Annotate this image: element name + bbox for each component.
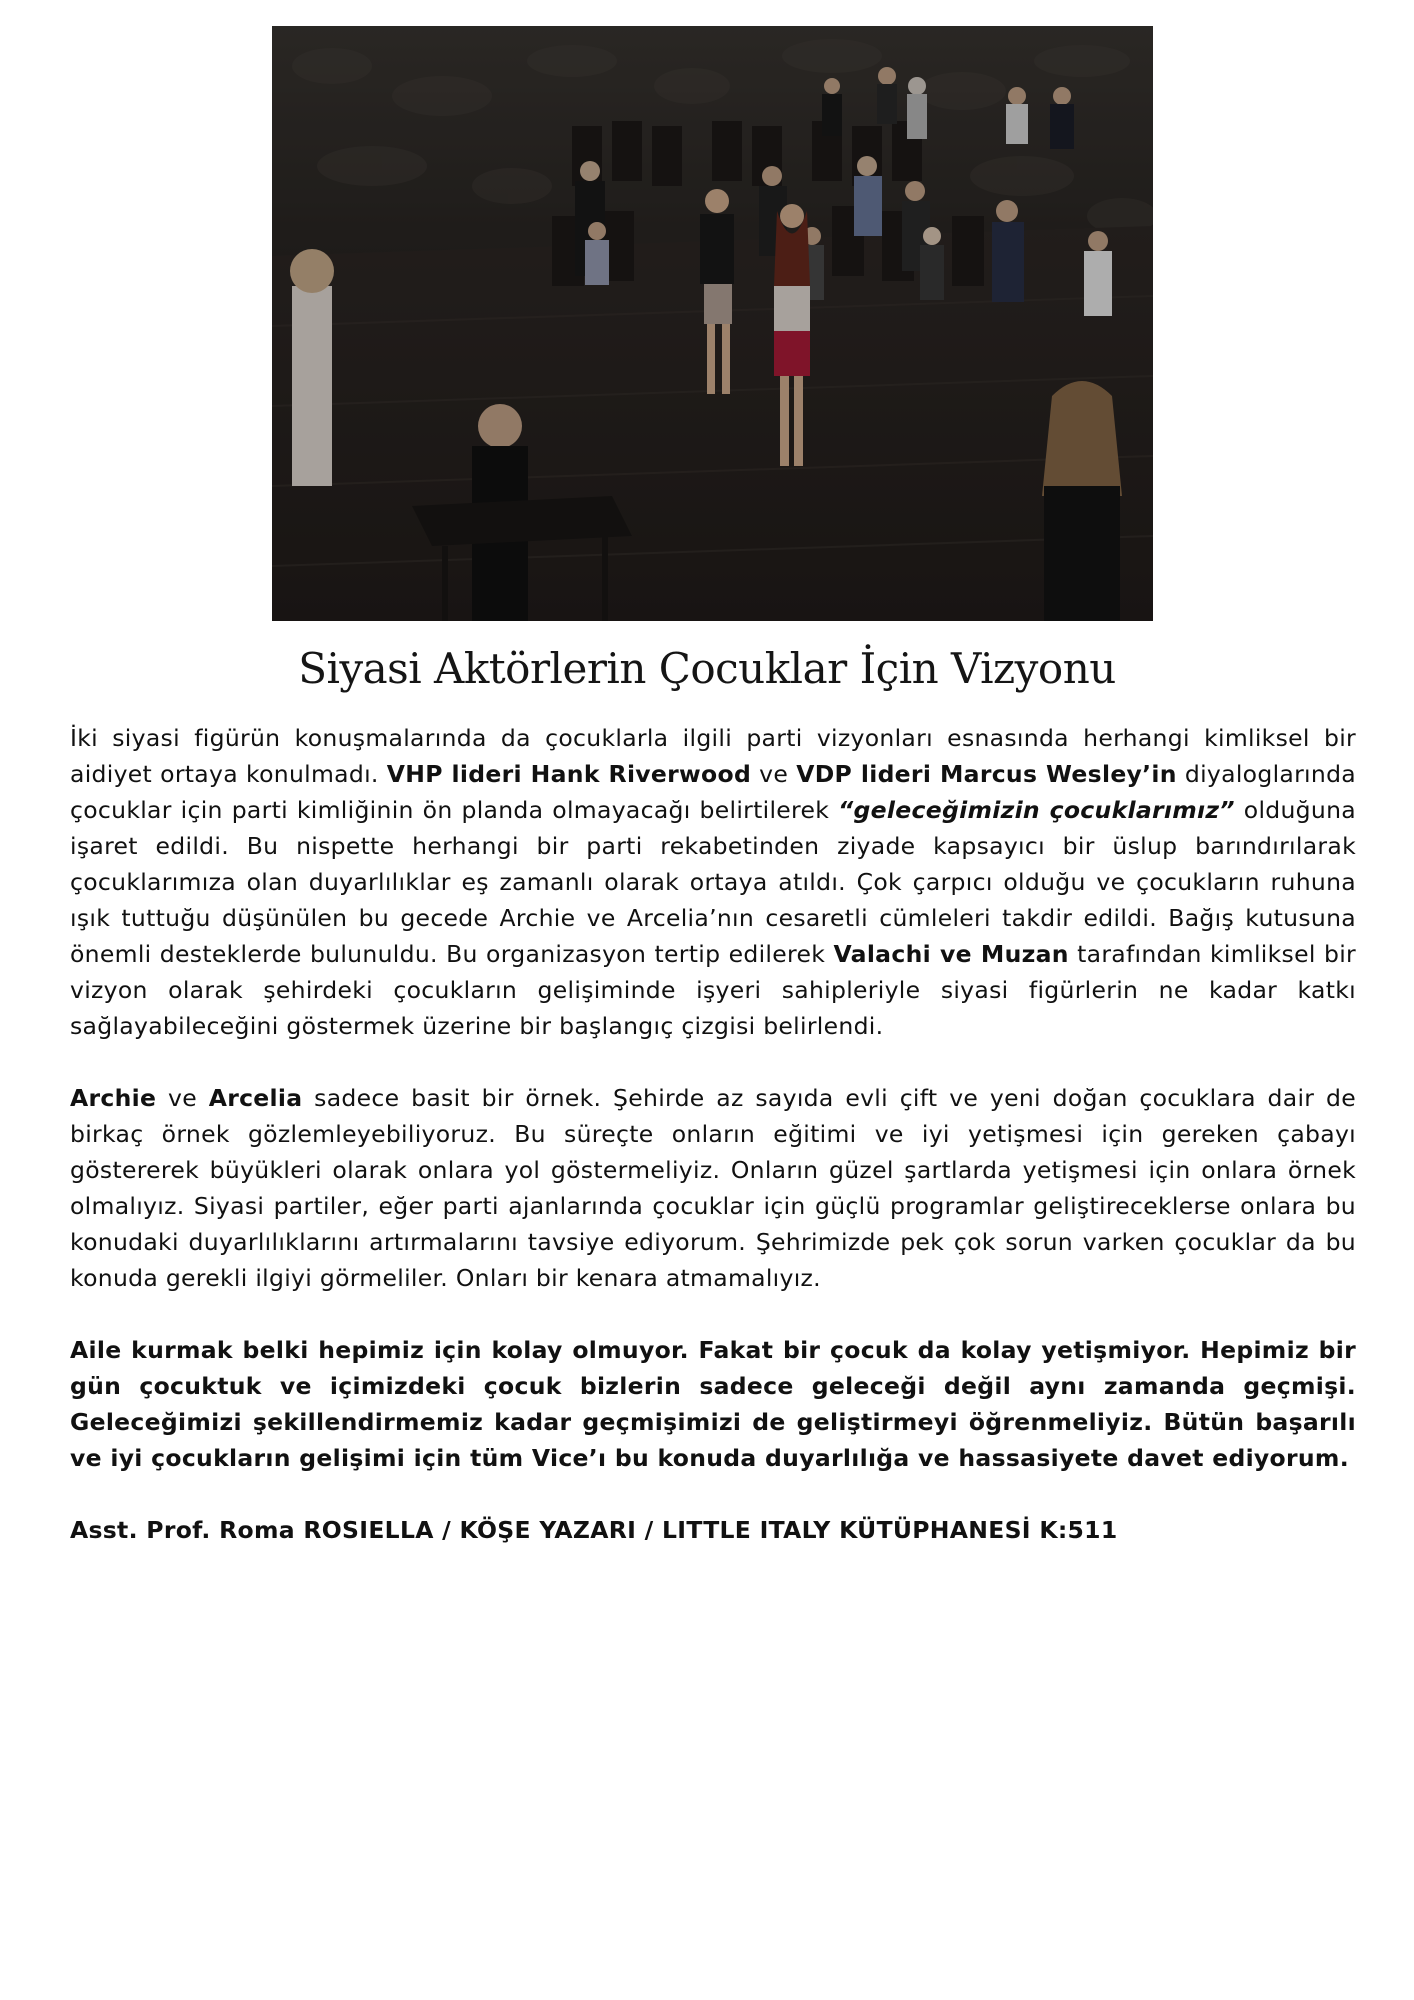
arcelia-name: Arcelia [208, 1084, 303, 1112]
paragraph-2-text-1: ve [156, 1084, 209, 1112]
paragraph-1-text-2: ve [751, 760, 797, 788]
paragraph-2-text-2: sadece basit bir örnek. Şehirde az sayıda evli çift ve yeni doğan çocuklara dair de birkaç örnek gözlemleyebiliyoruz. Bu süreçte onların eğitimi ve iyi yetişmesi için gereken çabayı göstererek büyükleri olarak onlara yol göstermeliyiz. Onların güzel şartlarda yetişmesi için onlara örnek olmalıyız. Siyasi partiler, eğer parti ajanlarında çocuklar için güçlü programlar geliştireceklerse onlara bu konudaki duyarlılıklarını artırmalarını tavsiye ediyorum. Şehrimizde pek çok sorun varken çocuklar da bu konuda gerekli ilgiyi görmeliler. Onları bir kenara atmamalıyız. [70, 1084, 1356, 1292]
paragraph-1 [70, 720, 1356, 1044]
article-body [70, 720, 1356, 1584]
paragraph-2 [70, 1080, 1356, 1296]
event-photo [272, 26, 1153, 621]
article-title: Siyasi Aktörlerin Çocuklar İçin Vizyonu [298, 644, 1116, 693]
paragraph-1-text-5: tarafından kimliksel bir vizyon olarak şehirdeki çocukların gelişiminde işyeri sahipleriyle siyasi figürlerin ne kadar katkı sağlayabileceğini göstermek üzerine bir başlangıç çizgisi belirlendi. [70, 940, 1356, 1040]
paragraph-1-text-4: olduğuna işaret edildi. Bu nispette herhangi bir parti rekabetinden ziyade kapsayıcı bir üslup barındırılarak çocuklarımıza olan duyarlılıklar eş zamanlı olarak ortaya atıldı. Çok çarpıcı olduğu ve çocukların ruhuna ışık tuttuğu düşünülen bu gecede Archie ve Arcelia’nın cesaretli cümleleri takdir edildi. Bağış kutusuna önemli desteklerde bulunuldu. Bu organizasyon tertip edilerek [70, 796, 1356, 968]
event-photo-illustration [272, 26, 1153, 621]
author-signature: Asst. Prof. Roma ROSIELLA / KÖŞE YAZARI / LITTLE ITALY KÜTÜPHANESİ K:511 [70, 1516, 1118, 1544]
closing-paragraph: Aile kurmak belki hepimiz için kolay olmuyor. Fakat bir çocuk da kolay yetişmiyor. Hepimiz bir gün çocuktuk ve içimizdeki çocuk bizlerin sadece geleceği değil aynı zamanda geçmişi. Geleceğimizi şekillendirmemiz kadar geçmişimizi de geliştirmeyi öğrenmeliyiz. Bütün başarılı ve iyi çocukların gelişimi için tüm Vice’ı bu konuda duyarlılığa ve hassasiyete davet ediyorum. [70, 1336, 1356, 1472]
quote-emphasis: “geleceğimizin çocuklarımız” [838, 796, 1235, 824]
paragraph-1-text-3: diyaloglarında çocuklar için parti kimliğinin ön planda olmayacağı belirtilerek [70, 760, 1356, 824]
paragraph-1-text-1: İki siyasi figürün konuşmalarında da çocuklarla ilgili parti vizyonları esnasında herhangi kimliksel bir aidiyet ortaya konulmadı. [70, 724, 1356, 788]
archie-name: Archie [70, 1084, 157, 1112]
vdp-leader-name: VDP lideri Marcus Wesley’in [796, 760, 1177, 788]
organizers-name: Valachi ve Muzan [833, 940, 1069, 968]
vhp-leader-name: VHP lideri Hank Riverwood [386, 760, 752, 788]
